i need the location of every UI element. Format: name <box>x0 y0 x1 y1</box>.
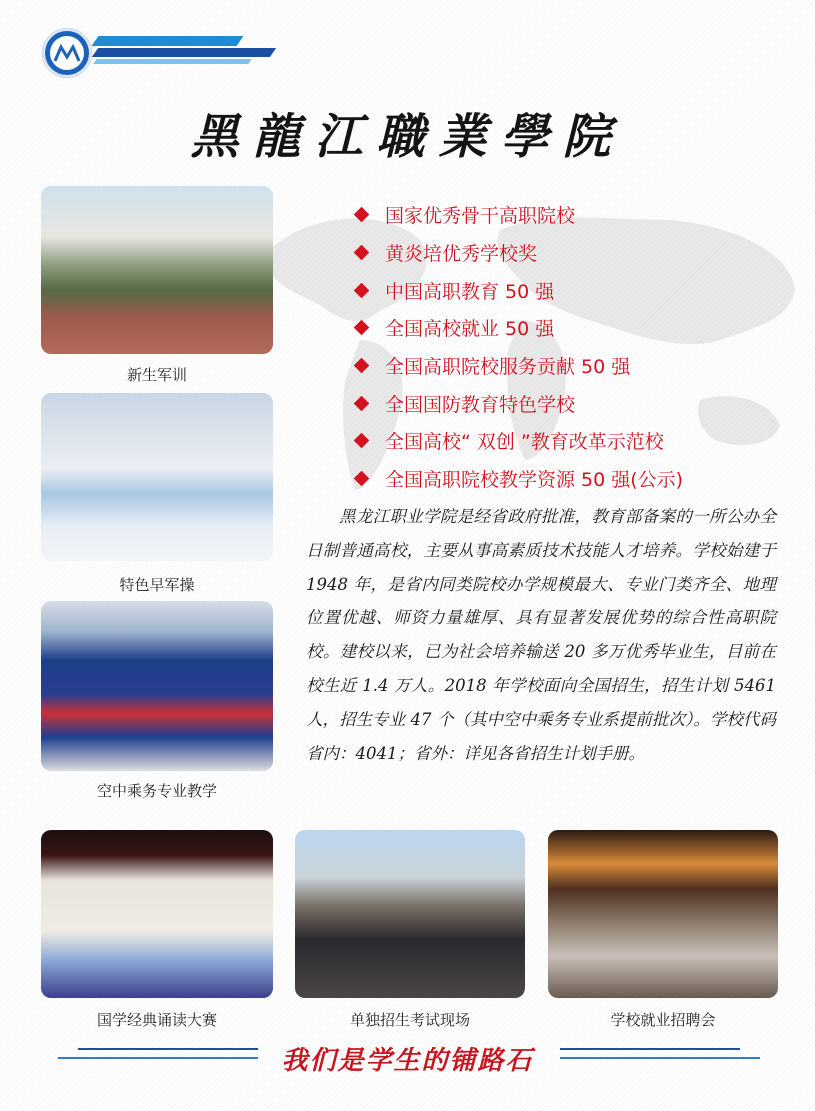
header-stripe <box>91 36 243 46</box>
photo-exam-site <box>295 830 525 998</box>
honors-list <box>352 196 683 498</box>
divider-line <box>560 1048 740 1050</box>
diamond-bullet-icon <box>354 358 370 374</box>
caption-military-training: 新生军训 <box>126 366 187 384</box>
photo-flight-attendant <box>41 601 273 771</box>
photo-job-fair <box>548 830 778 998</box>
photo-morning-drill <box>41 393 273 561</box>
honor-item: 全国高校就业 50 强 <box>352 309 683 347</box>
diamond-bullet-icon <box>354 396 370 412</box>
divider-line <box>58 1057 258 1059</box>
header-stripe <box>92 48 276 57</box>
honor-item: 全国高校“ 双创 ”教育改革示范校 <box>352 422 683 460</box>
divider-line <box>78 1048 258 1050</box>
honor-item: 全国国防教育特色学校 <box>352 384 683 422</box>
diamond-bullet-icon <box>354 471 370 487</box>
caption-classics-recital: 国学经典诵读大赛 <box>96 1011 217 1029</box>
diamond-bullet-icon <box>354 245 370 261</box>
diamond-bullet-icon <box>354 207 370 223</box>
honor-item: 中国高职教育 50 强 <box>352 271 683 309</box>
honor-item: 国家优秀骨干高职院校 <box>352 196 683 234</box>
photo-military-training <box>41 186 273 354</box>
caption-flight-attendant: 空中乘务专业教学 <box>96 782 217 800</box>
header-stripe <box>93 59 252 64</box>
diamond-bullet-icon <box>354 282 370 298</box>
caption-job-fair: 学校就业招聘会 <box>610 1011 716 1029</box>
school-introduction: 黑龙江职业学院是经省政府批准，教育部备案的一所公办全日制普通高校，主要从事高素质技术技能人才培养。学校始建于 1948 年，是省内同类院校办学规模最大、专业门类齐全、地理位置优越、师资力量雄厚、具有显著发展优势的综合性高职院校。建校以来，已为社会培养输送 20 多万优秀毕业生，目前在校生近 1.4 万人。2018 年学校面向全国招生，招生计划 5461 人，招生专业 47 个（其中空中乘务专业系提前批次）。学校代码省内：4041；省外：详见各省招生计划手册。 <box>306 507 776 763</box>
school-logo <box>42 28 92 78</box>
school-name-title: 黑龍江職業學院 <box>190 109 625 165</box>
honor-item: 全国高职院校服务贡献 50 强 <box>352 347 683 385</box>
honor-item: 全国高职院校教学资源 50 强(公示) <box>352 460 683 498</box>
diamond-bullet-icon <box>354 433 370 449</box>
slogan: 我们是学生的铺路石 <box>281 1046 534 1076</box>
caption-exam-site: 单独招生考试现场 <box>349 1011 470 1029</box>
photo-classics-recital <box>41 830 273 998</box>
diamond-bullet-icon <box>354 320 370 336</box>
caption-morning-drill: 特色早军操 <box>119 576 195 594</box>
honor-item: 黄炎培优秀学校奖 <box>352 234 683 272</box>
divider-line <box>560 1057 760 1059</box>
